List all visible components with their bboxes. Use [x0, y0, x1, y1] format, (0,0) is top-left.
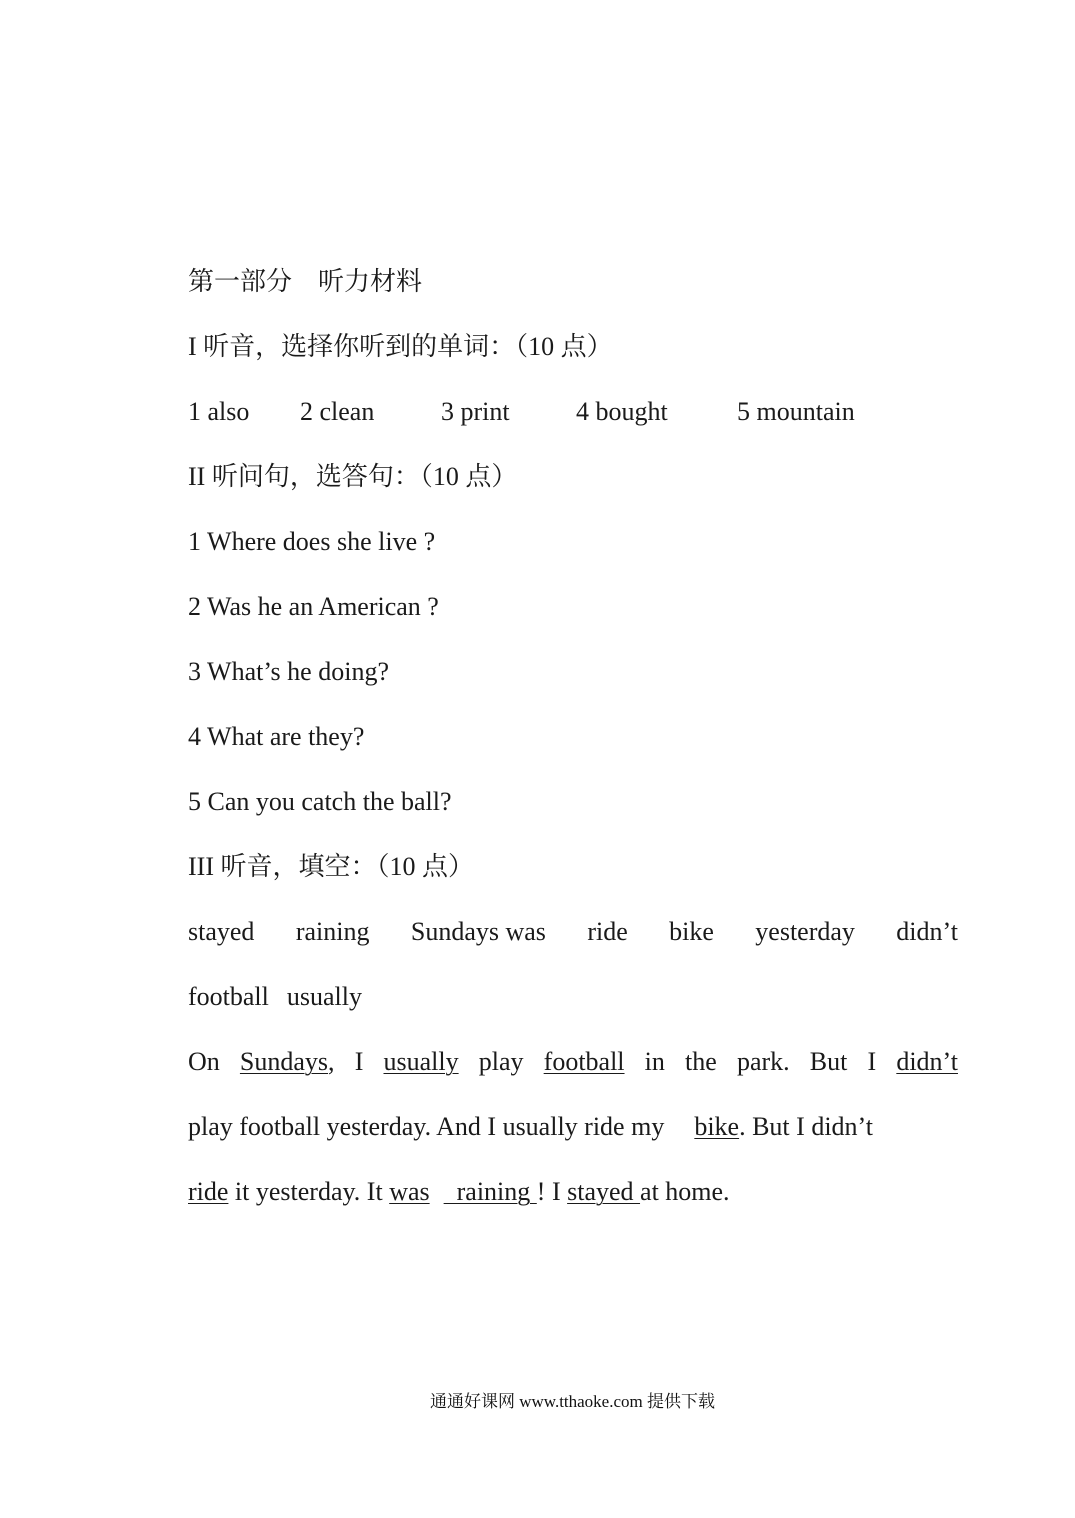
word-bank-item: usually [286, 982, 362, 1011]
passage-answer: raining [443, 1177, 537, 1206]
word-bank-item: stayed [188, 917, 255, 946]
passage-answer: Sundays [239, 1047, 329, 1076]
passage-text: play football yesterday. And I usually ride my [188, 1112, 665, 1141]
word-item: 2 clean [300, 397, 375, 426]
passage-blank-group [240, 1046, 335, 1078]
passage-answer: was [389, 1177, 430, 1206]
question-item: 5 Can you catch the ball? [188, 787, 452, 816]
passage-text: at home. [640, 1177, 730, 1206]
passage-text: it yesterday. It [228, 1177, 390, 1206]
passage-word: play [478, 1047, 524, 1076]
word-bank-item: football [188, 982, 269, 1011]
word-bank-item: raining [295, 917, 370, 946]
section-2-title: II 听问句，选答句：（10 点） [188, 462, 518, 491]
word-item: 5 mountain [737, 397, 855, 426]
word-bank-item: ride [587, 917, 628, 946]
section-1-word-list [188, 396, 855, 428]
section-3-title: III 听音，填空：（10 点） [188, 852, 474, 881]
passage-word: , [328, 1047, 335, 1076]
passage-answer: football [543, 1047, 625, 1076]
passage-word: On [188, 1047, 220, 1076]
passage-answer: usually [383, 1047, 459, 1076]
word-bank-item: Sundays was [410, 917, 546, 946]
question-item: 2 Was he an American ? [188, 592, 439, 621]
passage-answer: stayed [567, 1177, 641, 1206]
passage-answer: bike [694, 1112, 740, 1141]
passage-answer: ride [188, 1177, 229, 1206]
passage-text: ! I [536, 1177, 568, 1206]
page-footer: 通通好课网 www.tthaoke.com 提供下载 [429, 1392, 716, 1411]
word-item: 1 also [188, 397, 250, 426]
passage-word: park. [736, 1047, 790, 1076]
word-bank-line-2 [188, 981, 362, 1013]
passage-word: I [354, 1047, 364, 1076]
passage-word: I [867, 1047, 877, 1076]
question-item: 1 Where does she live ? [188, 527, 436, 556]
word-item: 4 bought [576, 397, 668, 426]
section-1-title: I 听音，选择你听到的单词：（10 点） [188, 332, 613, 361]
passage-line-1 [188, 1046, 958, 1078]
word-bank-item: yesterday [755, 917, 855, 946]
passage-word: But [809, 1047, 848, 1076]
page-heading: 第一部分 听力材料 [188, 267, 423, 296]
word-bank-item: didn’t [896, 917, 958, 946]
word-item: 3 print [441, 397, 510, 426]
passage-text: . But I didn’t [739, 1112, 873, 1141]
passage-line-2 [188, 1111, 958, 1143]
passage-line-3 [188, 1176, 730, 1208]
passage-answer: didn’t [896, 1047, 958, 1076]
word-bank-item: bike [669, 917, 714, 946]
passage-word: in [644, 1047, 665, 1076]
question-item: 4 What are they? [188, 722, 365, 751]
word-bank-line-1 [188, 916, 958, 948]
passage-word: the [685, 1047, 717, 1076]
question-item: 3 What’s he doing? [188, 657, 389, 686]
